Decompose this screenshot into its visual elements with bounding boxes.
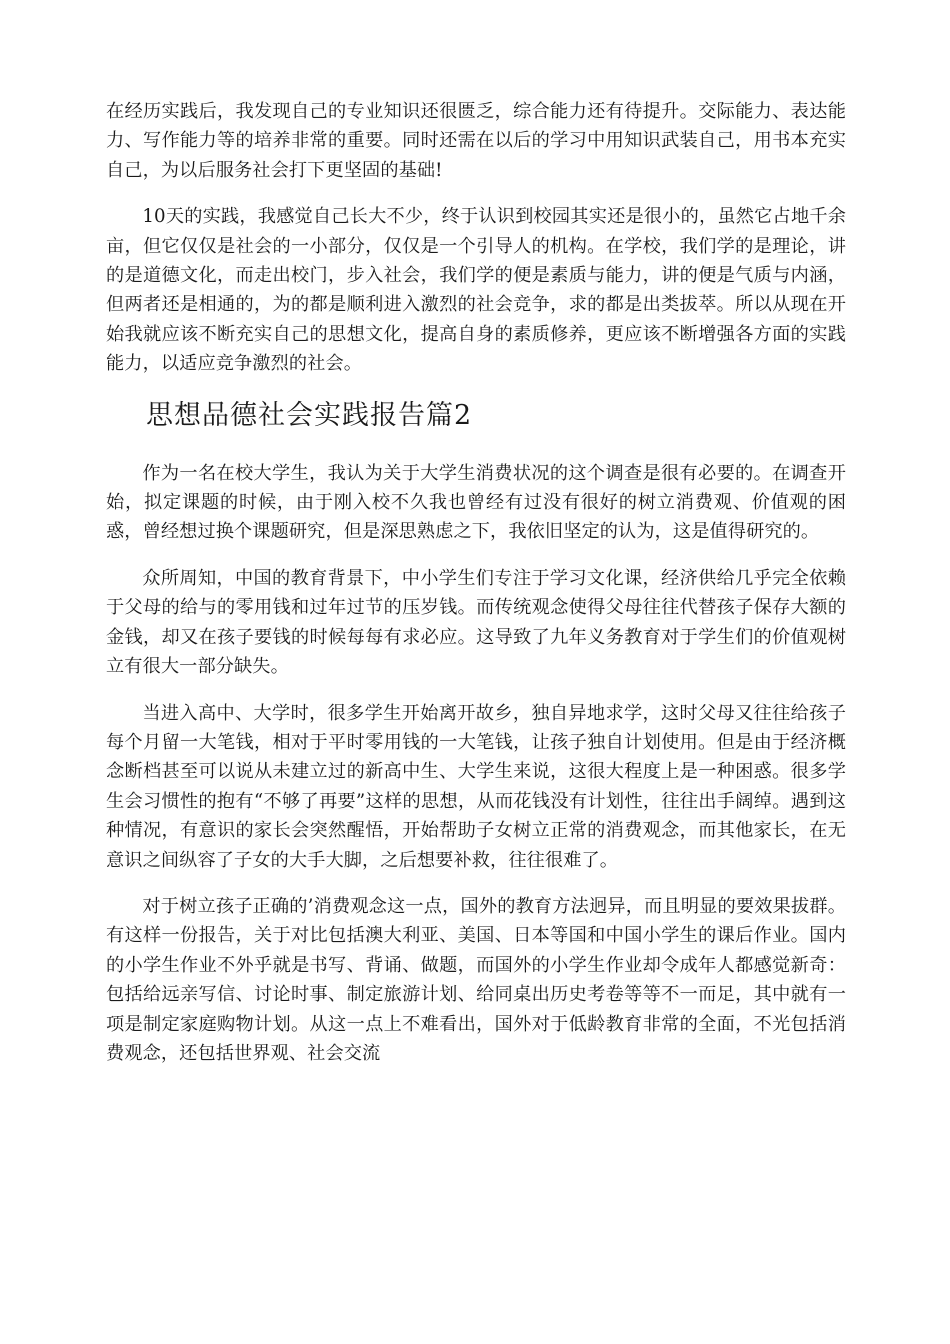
paragraph-education-background: 众所周知，中国的教育背景下，中小学生们专注于学习文化课，经济供给几乎完全依赖于父母的给与的零用钱和过年过节的压岁钱。而传统观念使得父母往往代替孩子保存大额的金钱，却又在孩子要钱的时候每每有求必应。这导致了九年义务教育对于学生们的价值观树立有很大一部分缺失。 — [106, 567, 846, 678]
paragraph-consumption-survey: 作为一名在校大学生，我认为关于大学生消费状况的这个调查是很有必要的。在调查开始，拟定课题的时候，由于刚入校不久我也曾经有过没有很好的树立消费观、价值观的困惑，曾经想过换个课题研究，但是深思熟虑之下，我依旧坚定的认为，这是值得研究的。 — [106, 462, 846, 543]
document-body — [106, 97, 846, 1085]
paragraph-foreign-education: 对于树立孩子正确的’消费观念这一点，国外的教育方法迥异，而且明显的要效果拔群。有这样一份报告，关于对比包括澳大利亚、美国、日本等国和中国小学生的课后作业。国内的小学生作业不外乎就是书写、背诵、做题，而国外的小学生作业却令成年人都感觉新奇：包括给远亲写信、讨论时事、制定旅游计划、给同桌出历史考卷等等不一而足，其中就有一项是制定家庭购物计划。从这一点上不难看出，国外对于低龄教育非常的全面，不光包括消费观念，还包括世界观、社会交流 — [106, 895, 846, 1064]
section-title: 思想品德社会实践报告篇2 — [146, 399, 473, 431]
paragraph-high-school-university: 当进入高中、大学时，很多学生开始离开故乡，独自异地求学，这时父母又往往给孩子每个月留一大笔钱，相对于平时零用钱的一大笔钱，让孩子独自计划使用。但是由于经济概念断档甚至可以说从未建立过的新高中生、大学生来说，这很大程度上是一种困惑。很多学生会习惯性的抱有“不够了再要”这样的思想，从而花钱没有计划性，往往出手阔绰。遇到这种情况，有意识的家长会突然醒悟，开始帮助子女树立正常的消费观念，而其他家长，在无意识之间纵容了子女的大手大脚，之后想要补救，往往很难了。 — [106, 702, 846, 871]
paragraph-practice-reflection: 在经历实践后，我发现自己的专业知识还很匮乏，综合能力还有待提升。交际能力、表达能力、写作能力等的培养非常的重要。同时还需在以后的学习中用知识武装自己，用书本充实自己，为以后服务社会打下更坚固的基础! — [106, 101, 846, 181]
paragraph-ten-days-practice: 10天的实践，我感觉自己长大不少，终于认识到校园其实还是很小的，虽然它占地千余亩，但它仅仅是社会的一小部分，仅仅是一个引导人的机构。在学校，我们学的是理论，讲的是道德文化，而走出校门，步入社会，我们学的便是素质与能力，讲的便是气质与内涵，但两者还是相通的，为的都是顺利进入激烈的社会竞争，求的都是出类拔萃。所以从现在开始我就应该不断充实自己的思想文化，提高自身的素质修养，更应该不断增强各方面的实践能力，以适应竞争激烈的社会。 — [106, 206, 846, 375]
